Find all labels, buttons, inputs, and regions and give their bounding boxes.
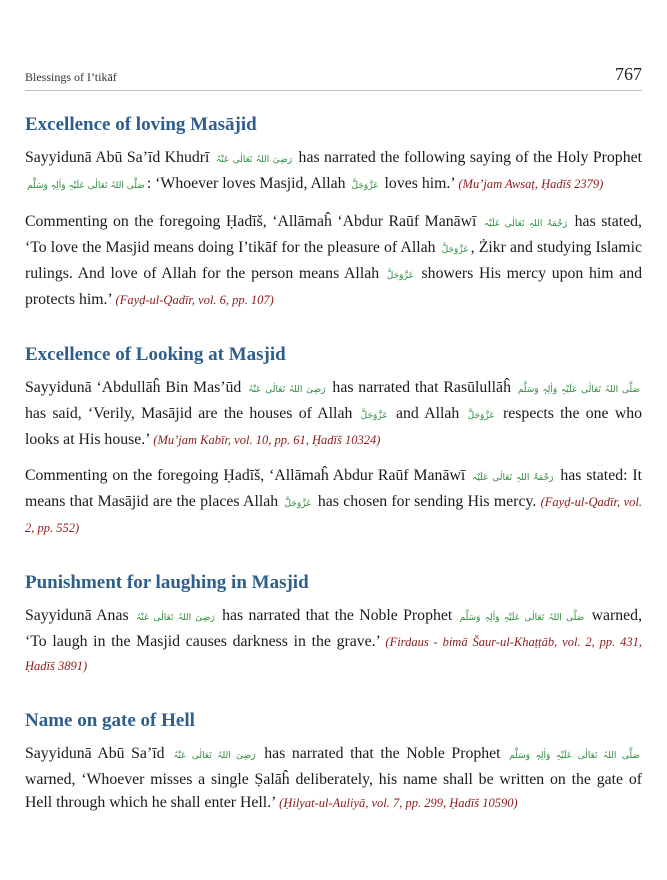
- text: Sayyidunā Abū Sa’īd: [25, 745, 165, 762]
- text: has narrated the following saying of the Holy Prophet: [298, 149, 643, 166]
- running-header: [25, 64, 642, 91]
- text: has said, ‘Verily, Masājid are the houses of Allah: [25, 405, 353, 422]
- paragraph: [25, 604, 642, 678]
- page-body: [25, 112, 642, 845]
- honorific-glyph: رَضِیَ اللہُ تَعَالٰی عَنْہُ: [173, 751, 256, 761]
- running-title: Blessings of I’tikāf: [25, 70, 117, 84]
- honorific-glyph: عَزَّوَجَلَّ: [441, 245, 469, 255]
- paragraph: [25, 210, 642, 312]
- honorific-glyph: عَزَّوَجَلَّ: [360, 411, 388, 421]
- text: Commenting on the foregoing Ḥadīš, ‘Allāmaĥ ‘Abdur Raūf Manāwī: [25, 213, 477, 230]
- text: , Żikr and studying Islamic rulings. And love of Allah for the person means Allah: [25, 239, 642, 282]
- text: has stated: It means that Masājid are the places Allah: [25, 467, 642, 510]
- paragraph: [25, 742, 642, 815]
- section-heading: Excellence of loving Masājid: [25, 114, 257, 135]
- citation: (Ḥilyat-ul-Auliyā, vol. 7, pp. 299, Ḥadīš 10590): [279, 796, 518, 810]
- honorific-glyph: صَلَّی اللہُ تَعَالٰی عَلَیْہِ وَاٰلِہٖ وَسَلَّم: [517, 385, 641, 395]
- honorific-glyph: رَضِیَ اللہُ تَعَالٰی عَنْہُ: [215, 155, 293, 165]
- honorific-glyph: عَزَّوَجَلَّ: [386, 271, 414, 281]
- text: has stated, ‘To love the Masjid means doing I’tikāf for the pleasure of Allah: [25, 213, 642, 256]
- honorific-glyph: رَحْمَۃُ اللہِ تَعَالٰی عَلَیْہ: [472, 473, 554, 483]
- honorific-glyph: صَلَّی اللہُ تَعَالٰی عَلَیْہِ وَاٰلِہٖ وَسَلَّم: [509, 751, 640, 761]
- honorific-glyph: عَزَّوَجَلَّ: [467, 411, 495, 421]
- honorific-glyph: عَزَّوَجَلَّ: [284, 499, 312, 509]
- text: and Allah: [396, 405, 460, 422]
- page-number: 767: [615, 64, 642, 84]
- text: Sayyidunā Anas: [25, 607, 129, 624]
- text: has narrated that Rasūlullāĥ: [332, 379, 511, 396]
- section-loving-masajid: [25, 112, 642, 312]
- citation: (Mu’jam Kabīr, vol. 10, pp. 61, Ḥadīš 10324): [153, 433, 381, 447]
- text: warned, ‘Whoever misses a single Ṣalāĥ deliberately, his name shall be written on the gate of Hell through which he shall enter Hell.’: [25, 771, 642, 811]
- citation: (Firdaus - bimā Šaur-ul-Khaṭṭāb, vol. 2, pp. 431, Ḥadīš 3891): [25, 635, 643, 673]
- citation: (Fayḍ-ul-Qadīr, vol. 6, pp. 107): [115, 293, 274, 307]
- text: has chosen for sending His mercy.: [317, 493, 537, 510]
- paragraph: [25, 376, 642, 452]
- section-gate-of-hell: [25, 708, 642, 815]
- text: loves him.’: [384, 175, 455, 192]
- honorific-glyph: صَلَّی اللہُ تَعَالٰی عَلَیْہِ وَاٰلِہٖ وَسَلَّم: [27, 181, 145, 191]
- text: Sayyidunā ‘Abdullāĥ Bin Mas’ūd: [25, 379, 242, 396]
- text: has narrated that the Noble Prophet: [264, 745, 501, 762]
- text: warned, ‘To laugh in the Masjid causes darkness in the grave.’: [25, 607, 643, 650]
- section-laughing-in-masjid: [25, 570, 642, 678]
- text: showers His mercy upon him and protects him.’: [25, 265, 643, 308]
- citation: (Mu’jam Awsaṭ, Ḥadīš 2379): [458, 177, 604, 191]
- text: has narrated that the Noble Prophet: [222, 607, 453, 624]
- paragraph: [25, 146, 642, 198]
- section-heading: Name on gate of Hell: [25, 710, 195, 731]
- text: Sayyidunā Abū Sa’īd Khudrī: [25, 149, 210, 166]
- section-heading: Excellence of Looking at Masjid: [25, 344, 286, 365]
- honorific-glyph: رَضِیَ اللہُ تَعَالٰی عَنْہُ: [135, 613, 215, 623]
- section-heading: Punishment for laughing in Masjid: [25, 572, 309, 593]
- honorific-glyph: صَلَّی اللہُ تَعَالٰی عَلَیْہِ وَاٰلِہٖ وَسَلَّم: [459, 613, 585, 623]
- section-looking-at-masjid: [25, 342, 642, 540]
- text: respects the one who looks at His house.’: [25, 405, 643, 448]
- text: : ‘Whoever loves Masjid, Allah: [146, 175, 346, 192]
- honorific-glyph: رَضِیَ اللہُ تَعَالٰی عَنْہُ: [248, 385, 326, 395]
- text: Commenting on the foregoing Ḥadīš, ‘Allāmaĥ Abdur Raūf Manāwī: [25, 467, 466, 484]
- citation: (Fayḍ-ul-Qadīr, vol. 2, pp. 552): [25, 495, 642, 535]
- honorific-glyph: عَزَّوَجَلَّ: [351, 181, 379, 191]
- honorific-glyph: رَحْمَۃُ اللہِ تَعَالٰی عَلَیْہ: [483, 219, 568, 229]
- paragraph: [25, 464, 642, 540]
